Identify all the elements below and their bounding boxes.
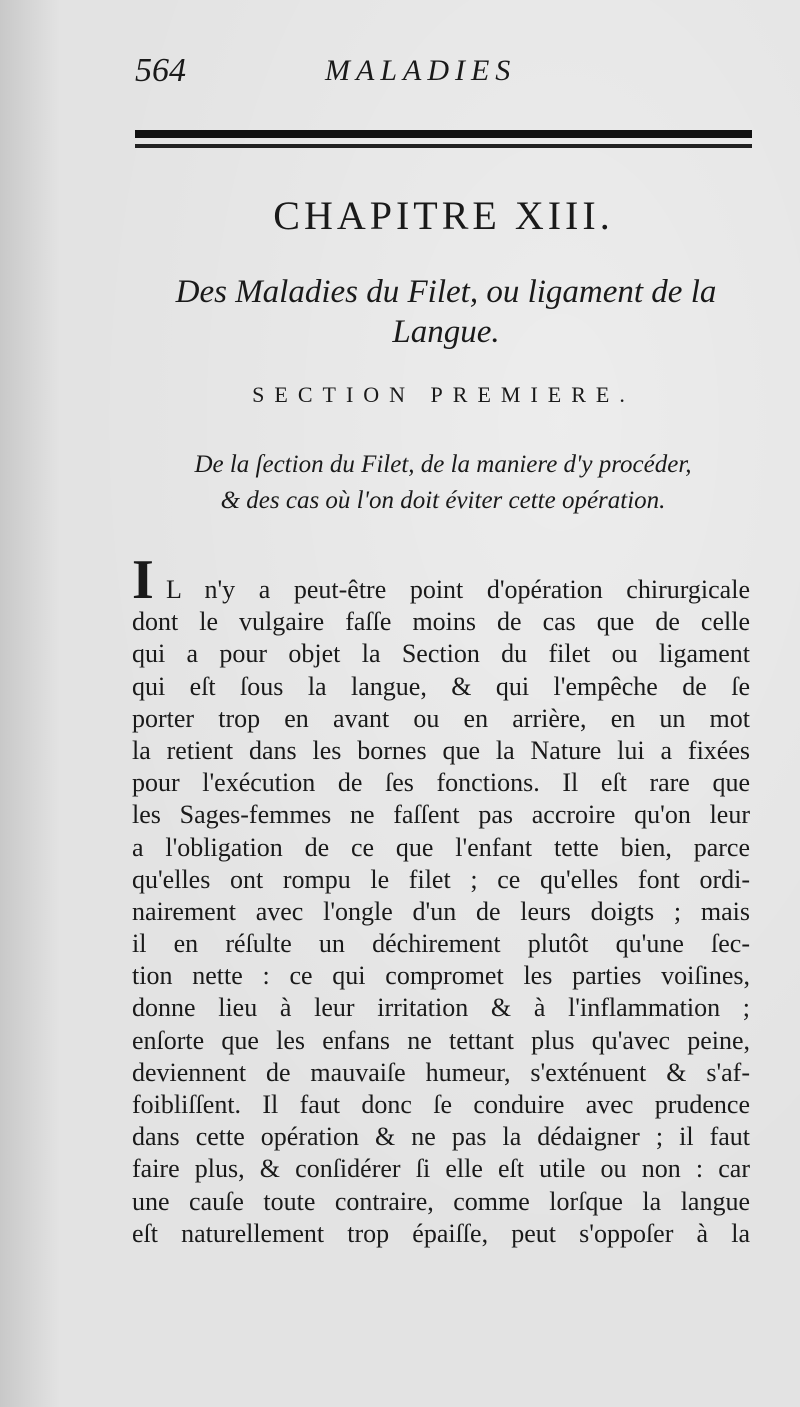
running-head xyxy=(135,52,755,92)
chapter-subtitle-line: Des Maladies du Filet, ou ligament de la xyxy=(175,274,717,310)
body-line: les Sages-femmes ne faſſent pas accroire qu'on leur xyxy=(132,800,750,830)
header-rule-thick xyxy=(135,130,752,138)
body-line: la retient dans les bornes que la Nature lui a fixées xyxy=(132,735,750,765)
chapter-title: CHAPITRE XIII. xyxy=(273,193,614,238)
body-line: dans cette opération & ne pas la dédaigner ; il faut xyxy=(132,1122,750,1152)
body-line: pour l'exécution de ſes fonctions. Il eſt rare que xyxy=(132,768,750,798)
body-line: a l'obligation de ce que l'enfant tette bien, parce xyxy=(132,832,750,862)
body-line: foibliſſent. Il faut donc ſe conduire avec prudence xyxy=(132,1090,750,1119)
body-line: il en réſulte un déchirement plutôt qu'une ſec- xyxy=(132,929,750,959)
chapter-subtitle-line: Langue. xyxy=(392,314,500,350)
body-line: faire plus, & conſidérer ſi elle eſt utile ou non : car xyxy=(132,1154,750,1184)
drop-cap: I xyxy=(132,549,154,611)
body-line: deviennent de mauvaiſe humeur, s'exténuent & s'af- xyxy=(132,1057,750,1087)
body-line: porter trop en avant ou en arrière, en un mot xyxy=(132,703,750,733)
section-heading: SECTION PREMIERE. xyxy=(252,382,635,407)
body-line: donne lieu à leur irritation & à l'inflammation ; xyxy=(132,993,750,1023)
body-line: enſorte que les enfans ne tettant plus qu'avec peine, xyxy=(132,1025,750,1055)
body-line: qu'elles ont rompu le filet ; ce qu'elles font ordi- xyxy=(132,864,750,894)
body-line: dont le vulgaire faſſe moins de cas que de celle xyxy=(132,607,750,637)
section-subtitle xyxy=(130,447,756,519)
header-rule-thin xyxy=(135,144,752,148)
section-subtitle-line: & des cas où l'on doit éviter cette opération. xyxy=(220,487,666,514)
chapter-subtitle xyxy=(140,272,752,352)
body-paragraph xyxy=(132,574,750,1250)
page-gutter-shadow xyxy=(0,0,60,1407)
body-line: eſt naturellement trop épaiſſe, peut s'oppoſer à la xyxy=(132,1218,750,1248)
body-line: qui a pour objet la Section du filet ou ligament xyxy=(132,639,750,669)
body-line: nairement avec l'ongle d'un de leurs doigts ; mais xyxy=(132,896,750,926)
body-line: qui eſt ſous la langue, & qui l'empêche de ſe xyxy=(132,671,750,701)
body-line: tion nette : ce qui compromet les parties voiſines, xyxy=(132,961,750,991)
page-number: 564 xyxy=(135,52,186,89)
running-title: MALADIES xyxy=(325,54,517,87)
body-line: L n'y a peut-être point d'opération chirurgicale xyxy=(166,575,750,604)
section-subtitle-line: De la ſection du Filet, de la maniere d'y procéder, xyxy=(194,451,692,478)
body-line: une cauſe toute contraire, comme lorſque la langue xyxy=(132,1186,750,1216)
